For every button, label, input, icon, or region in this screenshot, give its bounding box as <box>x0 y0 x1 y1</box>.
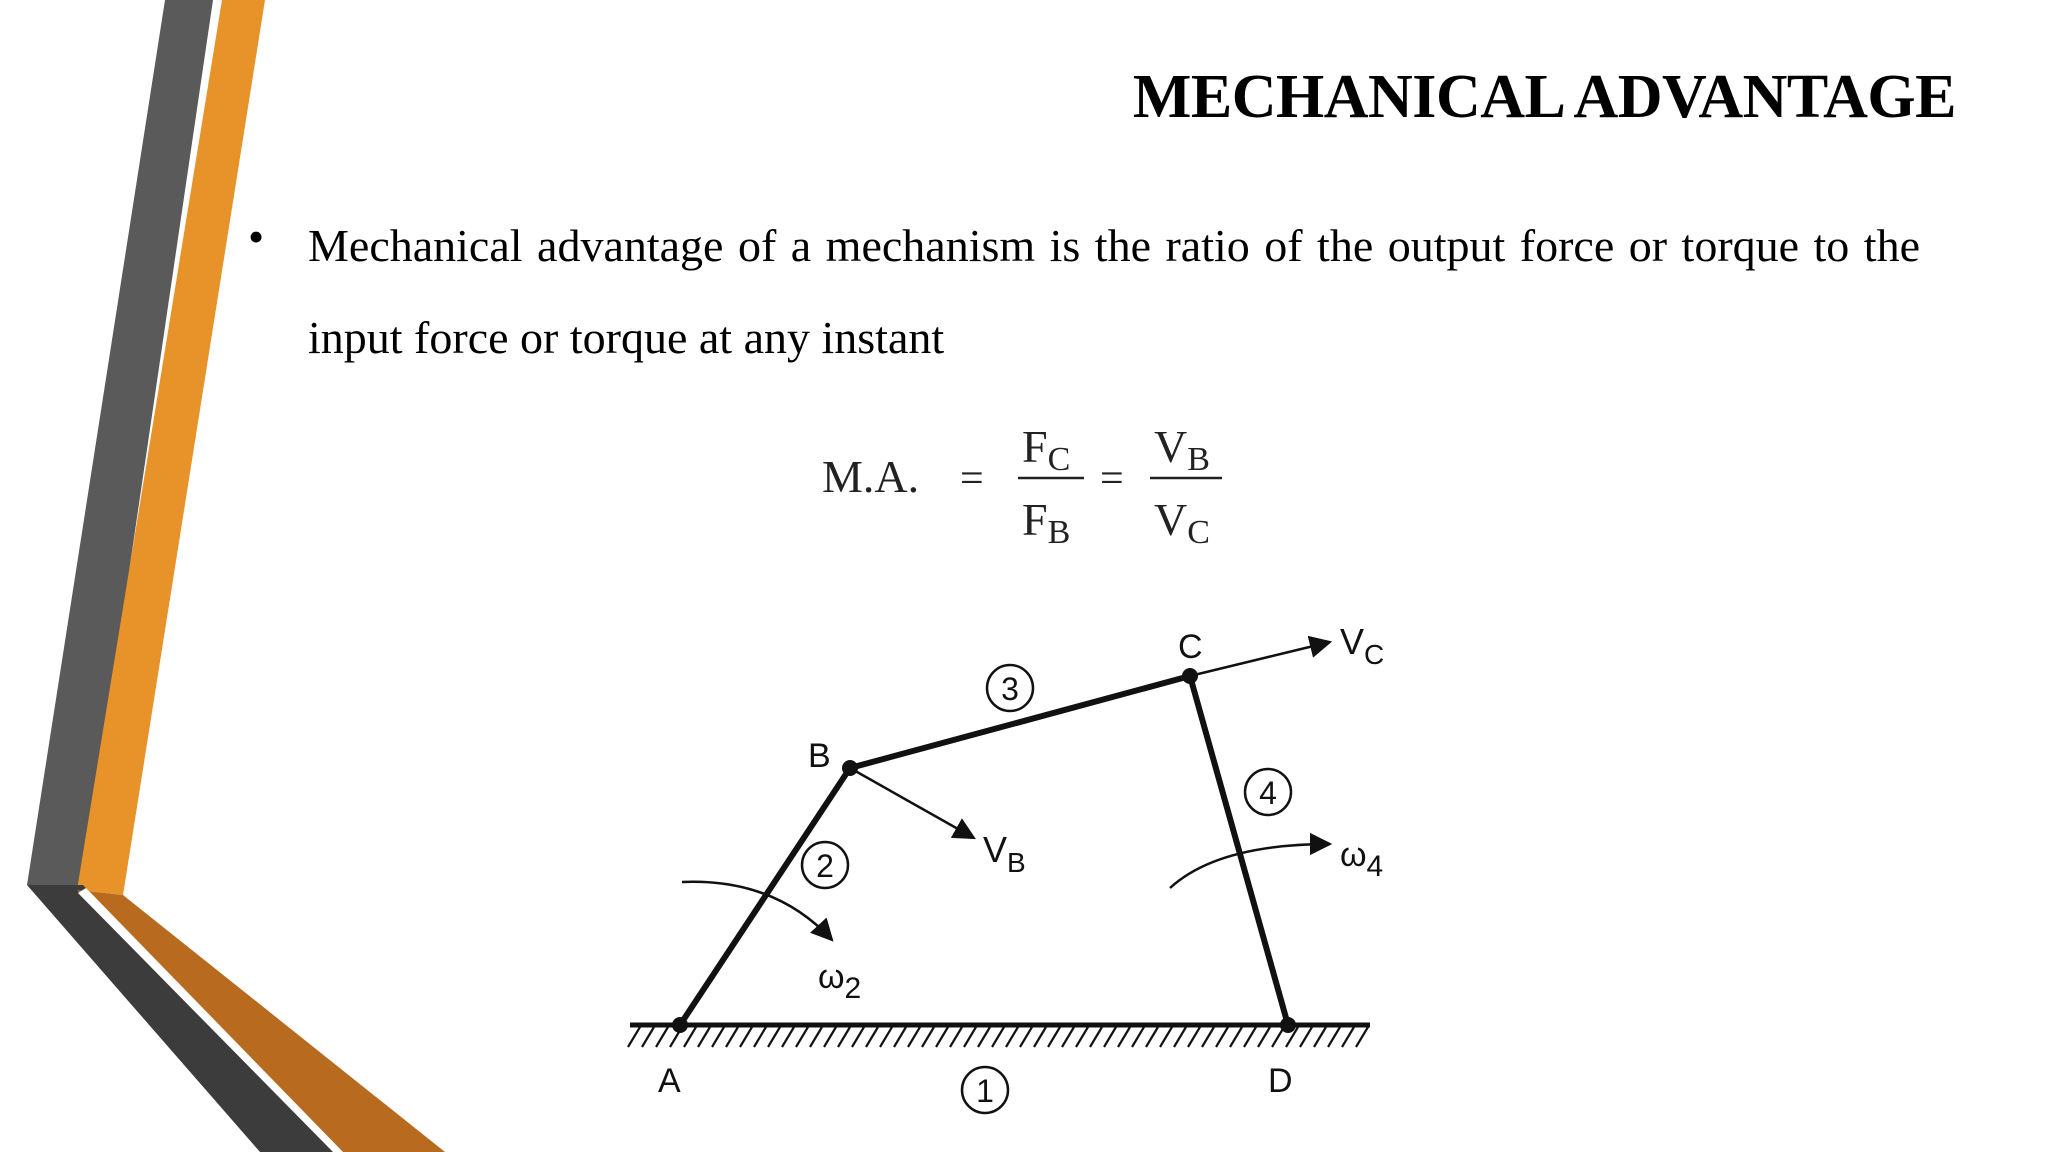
ground-hatch-mark <box>1062 1027 1074 1047</box>
ground-hatch-mark <box>1104 1027 1116 1047</box>
ground-hatch-mark <box>866 1027 878 1047</box>
link-4-rocker <box>1190 676 1288 1025</box>
ground-hatch-mark <box>628 1027 640 1047</box>
ground-hatch-mark <box>824 1027 836 1047</box>
ground-hatch-mark <box>1006 1027 1018 1047</box>
frac1-numerator: FC <box>1022 430 1071 478</box>
ground-hatch-mark <box>768 1027 780 1047</box>
link-3-coupler <box>850 676 1190 768</box>
frac1-denominator: FB <box>1022 494 1071 551</box>
mechanical-advantage-formula <box>820 430 1240 580</box>
ground-hatch-mark <box>796 1027 808 1047</box>
ground-hatch-mark <box>782 1027 794 1047</box>
svg-text:4: 4 <box>1259 775 1277 811</box>
ground-hatch-mark <box>894 1027 906 1047</box>
velocity-b-label: $V_B$ <box>983 829 1026 878</box>
frac2-denominator: VC <box>1154 494 1210 551</box>
ground-hatch-mark <box>1216 1027 1228 1047</box>
svg-text:3: 3 <box>1001 671 1019 707</box>
joint-label-b: B <box>808 737 831 775</box>
ground-hatch-mark <box>1118 1027 1130 1047</box>
ground-hatch-mark <box>1160 1027 1172 1047</box>
ground-hatch-mark <box>740 1027 752 1047</box>
ground-hatch-mark <box>1342 1027 1354 1047</box>
ground-hatch-mark <box>1146 1027 1158 1047</box>
svg-text:1: 1 <box>976 1073 994 1109</box>
white-gap-lower <box>78 888 343 1152</box>
velocity-c-arrow <box>1190 642 1330 676</box>
ground-hatch-mark <box>656 1027 668 1047</box>
ground-hatch-mark <box>698 1027 710 1047</box>
omega-2-label: ω2 <box>818 958 862 1005</box>
velocity-b-arrow <box>850 768 974 838</box>
ground-hatch-mark <box>642 1027 654 1047</box>
ground-hatch-mark <box>1356 1027 1368 1047</box>
ground-hatch-mark <box>1328 1027 1340 1047</box>
formula-equals-1: = <box>960 456 984 502</box>
velocity-c-label: $V_C$ <box>1340 621 1385 670</box>
ground-hatch-mark <box>964 1027 976 1047</box>
ground-hatch-mark <box>1020 1027 1032 1047</box>
ground-hatch-mark <box>1230 1027 1242 1047</box>
svg-text:2: 2 <box>816 848 834 884</box>
ground-hatch-mark <box>1258 1027 1270 1047</box>
ground-hatch-mark <box>950 1027 962 1047</box>
ground-hatch-mark <box>922 1027 934 1047</box>
ground-hatch-mark <box>908 1027 920 1047</box>
ground-hatch-mark <box>1034 1027 1046 1047</box>
ground-hatch-mark <box>810 1027 822 1047</box>
joint-d <box>1280 1017 1296 1033</box>
ground-hatch-mark <box>992 1027 1004 1047</box>
link-number-1 <box>962 1067 1008 1113</box>
ground-hatch-mark <box>936 1027 948 1047</box>
ground-hatch-mark <box>1076 1027 1088 1047</box>
ground-hatch-mark <box>1188 1027 1200 1047</box>
ground-hatch-mark <box>880 1027 892 1047</box>
omega-4-label: ω4 <box>1340 836 1384 883</box>
link-number-2 <box>802 842 848 888</box>
slide-title: MECHANICAL ADVANTAGE <box>1132 63 1956 131</box>
ground-hatch-mark <box>1090 1027 1102 1047</box>
bullet-point: • <box>248 211 265 262</box>
ground-hatch-mark <box>1314 1027 1326 1047</box>
joint-label-a: A <box>658 1062 681 1100</box>
link-number-3 <box>987 665 1033 711</box>
ground-hatch-mark <box>1244 1027 1256 1047</box>
bullet-text: Mechanical advantage of a mechanism is the ratio of the output force or torque to the input force or torque at any instant <box>308 220 1920 363</box>
formula-lhs: M.A. <box>822 451 920 502</box>
ground-hatch-mark <box>754 1027 766 1047</box>
joint-label-c: C <box>1178 628 1203 666</box>
frac2-numerator: VB <box>1154 430 1210 478</box>
ground-hatch-mark <box>1048 1027 1060 1047</box>
ground-hatching <box>628 1025 1370 1047</box>
ground-hatch-mark <box>838 1027 850 1047</box>
ground-hatch-mark <box>1132 1027 1144 1047</box>
link-number-4 <box>1245 769 1291 815</box>
joint-label-d: D <box>1268 1062 1293 1100</box>
ground-hatch-mark <box>726 1027 738 1047</box>
ground-hatch-mark <box>1300 1027 1312 1047</box>
ground-hatch-mark <box>1202 1027 1214 1047</box>
four-bar-linkage-diagram <box>600 600 1420 1152</box>
gray-band-lower <box>27 885 338 1152</box>
formula-equals-2: = <box>1100 456 1124 502</box>
joint-a <box>672 1017 688 1033</box>
ground-hatch-mark <box>1174 1027 1186 1047</box>
ground-hatch-mark <box>852 1027 864 1047</box>
ground-hatch-mark <box>978 1027 990 1047</box>
ground-hatch-mark <box>712 1027 724 1047</box>
